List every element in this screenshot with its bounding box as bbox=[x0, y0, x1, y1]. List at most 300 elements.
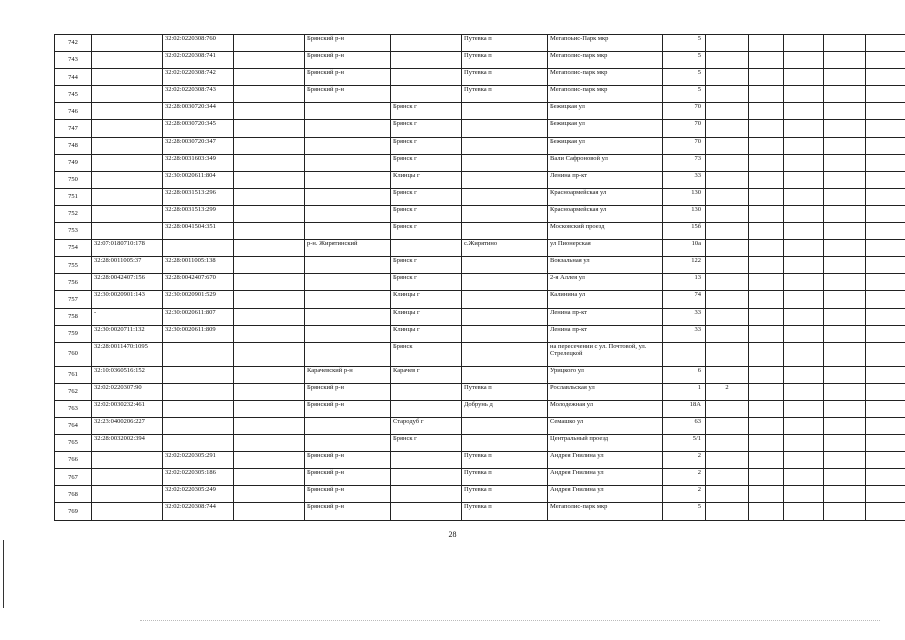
district-cell bbox=[305, 417, 391, 434]
house-number-cell: 70 bbox=[663, 120, 706, 137]
land-cadastral-number-cell bbox=[92, 188, 163, 205]
empty-cell bbox=[749, 383, 784, 400]
settlement-cell bbox=[462, 308, 548, 325]
empty-cell bbox=[824, 308, 866, 325]
settlement-cell: Путевка п bbox=[462, 69, 548, 86]
district-cell bbox=[305, 137, 391, 154]
building-number-cell bbox=[706, 86, 749, 103]
table-row bbox=[55, 137, 905, 154]
empty-cell bbox=[749, 188, 784, 205]
city-cell bbox=[391, 383, 462, 400]
building-cadastral-number-cell: 32:30:0020611:809 bbox=[163, 325, 234, 342]
empty-cell bbox=[784, 308, 824, 325]
land-cadastral-number-cell: 32:28:0032002:394 bbox=[92, 435, 163, 452]
empty-cell bbox=[784, 103, 824, 120]
empty-cell bbox=[866, 188, 905, 205]
city-cell: Брянск г bbox=[391, 137, 462, 154]
empty-cell bbox=[784, 205, 824, 222]
empty-cell bbox=[784, 435, 824, 452]
street-cell: Ленина пр-кт bbox=[548, 308, 663, 325]
house-number-cell: 33 bbox=[663, 171, 706, 188]
empty-cell bbox=[784, 366, 824, 383]
city-cell: Брянск г bbox=[391, 223, 462, 240]
empty-cell bbox=[749, 366, 784, 383]
empty-cell bbox=[234, 503, 305, 520]
table-row bbox=[55, 291, 905, 308]
table-row bbox=[55, 503, 905, 520]
table-row bbox=[55, 325, 905, 342]
empty-cell bbox=[824, 240, 866, 257]
city-cell bbox=[391, 86, 462, 103]
settlement-cell bbox=[462, 223, 548, 240]
empty-cell bbox=[824, 257, 866, 274]
building-number-cell bbox=[706, 452, 749, 469]
building-number-cell bbox=[706, 342, 749, 366]
district-cell bbox=[305, 308, 391, 325]
row-number-cell: 759 bbox=[55, 325, 92, 342]
city-cell: Брянск г bbox=[391, 257, 462, 274]
building-cadastral-number-cell bbox=[163, 435, 234, 452]
scan-edge-mark bbox=[3, 540, 4, 608]
district-cell bbox=[305, 257, 391, 274]
building-number-cell bbox=[706, 435, 749, 452]
empty-cell bbox=[784, 86, 824, 103]
scan-noise-line bbox=[140, 620, 880, 622]
land-cadastral-number-cell bbox=[92, 154, 163, 171]
table-row bbox=[55, 120, 905, 137]
building-number-cell bbox=[706, 503, 749, 520]
empty-cell bbox=[824, 69, 866, 86]
empty-cell bbox=[866, 103, 905, 120]
table-row bbox=[55, 400, 905, 417]
table-row bbox=[55, 417, 905, 434]
settlement-cell bbox=[462, 291, 548, 308]
house-number-cell: 6 bbox=[663, 366, 706, 383]
settlement-cell bbox=[462, 435, 548, 452]
street-cell: на пересечении с ул. Почтовой, ул. Стрелецкой bbox=[548, 342, 663, 366]
empty-cell bbox=[234, 205, 305, 222]
building-cadastral-number-cell: 32:30:0020611:804 bbox=[163, 171, 234, 188]
street-cell: Московский проезд bbox=[548, 223, 663, 240]
land-cadastral-number-cell: 32:28:0011005:37 bbox=[92, 257, 163, 274]
house-number-cell: 5 bbox=[663, 35, 706, 52]
empty-cell bbox=[749, 452, 784, 469]
table-row bbox=[55, 257, 905, 274]
settlement-cell bbox=[462, 257, 548, 274]
empty-cell bbox=[749, 291, 784, 308]
empty-cell bbox=[866, 366, 905, 383]
house-number-cell: 5 bbox=[663, 69, 706, 86]
street-cell: Андрея Гнилина ул bbox=[548, 452, 663, 469]
settlement-cell bbox=[462, 342, 548, 366]
street-cell: Красноармейская ул bbox=[548, 188, 663, 205]
building-cadastral-number-cell: 32:28:0011005:138 bbox=[163, 257, 234, 274]
table-body bbox=[55, 35, 905, 521]
city-cell: Брянск bbox=[391, 342, 462, 366]
empty-cell bbox=[866, 417, 905, 434]
row-number-cell: 747 bbox=[55, 120, 92, 137]
district-cell: Брянский р-н bbox=[305, 383, 391, 400]
building-cadastral-number-cell: 32:28:0030720:344 bbox=[163, 103, 234, 120]
empty-cell bbox=[749, 503, 784, 520]
empty-cell bbox=[234, 86, 305, 103]
building-number-cell bbox=[706, 469, 749, 486]
building-cadastral-number-cell bbox=[163, 400, 234, 417]
district-cell: Брянский р-н bbox=[305, 486, 391, 503]
row-number-cell: 763 bbox=[55, 400, 92, 417]
empty-cell bbox=[824, 435, 866, 452]
land-cadastral-number-cell: 32:02:0030232:461 bbox=[92, 400, 163, 417]
land-cadastral-number-cell bbox=[92, 35, 163, 52]
district-cell: Брянский р-н bbox=[305, 52, 391, 69]
building-number-cell bbox=[706, 69, 749, 86]
district-cell bbox=[305, 171, 391, 188]
empty-cell bbox=[824, 120, 866, 137]
empty-cell bbox=[234, 366, 305, 383]
street-cell: Андрея Гнилина ул bbox=[548, 469, 663, 486]
city-cell: Брянск г bbox=[391, 205, 462, 222]
empty-cell bbox=[866, 86, 905, 103]
district-cell: Брянский р-н bbox=[305, 69, 391, 86]
empty-cell bbox=[784, 325, 824, 342]
house-number-cell: 5 bbox=[663, 86, 706, 103]
district-cell bbox=[305, 223, 391, 240]
street-cell: Рославльская ул bbox=[548, 383, 663, 400]
empty-cell bbox=[749, 86, 784, 103]
city-cell bbox=[391, 469, 462, 486]
row-number-cell: 742 bbox=[55, 35, 92, 52]
table-row bbox=[55, 223, 905, 240]
empty-cell bbox=[234, 171, 305, 188]
empty-cell bbox=[824, 137, 866, 154]
land-cadastral-number-cell bbox=[92, 469, 163, 486]
street-cell: Мегаполис-парк мкр bbox=[548, 86, 663, 103]
empty-cell bbox=[784, 69, 824, 86]
empty-cell bbox=[824, 86, 866, 103]
building-cadastral-number-cell: 32:02:0220308:744 bbox=[163, 503, 234, 520]
empty-cell bbox=[784, 257, 824, 274]
empty-cell bbox=[749, 103, 784, 120]
empty-cell bbox=[866, 486, 905, 503]
city-cell bbox=[391, 35, 462, 52]
street-cell: Калинина ул bbox=[548, 291, 663, 308]
row-number-cell: 758 bbox=[55, 308, 92, 325]
city-cell: Брянск г bbox=[391, 120, 462, 137]
city-cell: Брянск г bbox=[391, 103, 462, 120]
empty-cell bbox=[749, 257, 784, 274]
empty-cell bbox=[784, 188, 824, 205]
empty-cell bbox=[749, 154, 784, 171]
settlement-cell bbox=[462, 205, 548, 222]
building-number-cell bbox=[706, 486, 749, 503]
empty-cell bbox=[824, 274, 866, 291]
street-cell: Ленина пр-кт bbox=[548, 325, 663, 342]
building-number-cell bbox=[706, 120, 749, 137]
empty-cell bbox=[866, 452, 905, 469]
city-cell bbox=[391, 52, 462, 69]
empty-cell bbox=[866, 469, 905, 486]
settlement-cell: Путевка п bbox=[462, 383, 548, 400]
building-cadastral-number-cell: 32:02:0220308:741 bbox=[163, 52, 234, 69]
city-cell: Брянск г bbox=[391, 274, 462, 291]
building-cadastral-number-cell: 32:30:0020611:807 bbox=[163, 308, 234, 325]
street-cell: Урицкого ул bbox=[548, 366, 663, 383]
row-number-cell: 767 bbox=[55, 469, 92, 486]
empty-cell bbox=[234, 223, 305, 240]
empty-cell bbox=[866, 274, 905, 291]
building-number-cell bbox=[706, 35, 749, 52]
empty-cell bbox=[784, 137, 824, 154]
land-cadastral-number-cell bbox=[92, 137, 163, 154]
settlement-cell: Путевка п bbox=[462, 469, 548, 486]
empty-cell bbox=[784, 452, 824, 469]
street-cell: Мегаполис-парк мкр bbox=[548, 52, 663, 69]
city-cell: Клинцы г bbox=[391, 308, 462, 325]
street-cell: Бежицкая ул bbox=[548, 137, 663, 154]
empty-cell bbox=[234, 400, 305, 417]
house-number-cell: 15б bbox=[663, 223, 706, 240]
house-number-cell bbox=[663, 342, 706, 366]
empty-cell bbox=[824, 503, 866, 520]
table-row bbox=[55, 452, 905, 469]
empty-cell bbox=[866, 308, 905, 325]
empty-cell bbox=[824, 154, 866, 171]
building-cadastral-number-cell bbox=[163, 366, 234, 383]
district-cell: Брянский р-н bbox=[305, 469, 391, 486]
land-cadastral-number-cell bbox=[92, 486, 163, 503]
settlement-cell: Путевка п bbox=[462, 52, 548, 69]
house-number-cell: 63 bbox=[663, 417, 706, 434]
building-number-cell bbox=[706, 103, 749, 120]
table-row bbox=[55, 35, 905, 52]
house-number-cell: 5 bbox=[663, 503, 706, 520]
building-number-cell bbox=[706, 308, 749, 325]
empty-cell bbox=[749, 274, 784, 291]
house-number-cell: 2 bbox=[663, 469, 706, 486]
empty-cell bbox=[824, 103, 866, 120]
empty-cell bbox=[749, 486, 784, 503]
empty-cell bbox=[824, 486, 866, 503]
settlement-cell bbox=[462, 188, 548, 205]
row-number-cell: 754 bbox=[55, 240, 92, 257]
building-number-cell bbox=[706, 274, 749, 291]
building-cadastral-number-cell: 32:02:0220305:291 bbox=[163, 452, 234, 469]
empty-cell bbox=[234, 274, 305, 291]
empty-cell bbox=[234, 240, 305, 257]
empty-cell bbox=[866, 291, 905, 308]
row-number-cell: 756 bbox=[55, 274, 92, 291]
street-cell: Центральный проезд bbox=[548, 435, 663, 452]
empty-cell bbox=[749, 171, 784, 188]
street-cell: Семашко ул bbox=[548, 417, 663, 434]
building-number-cell bbox=[706, 171, 749, 188]
district-cell: Брянский р-н bbox=[305, 35, 391, 52]
empty-cell bbox=[824, 291, 866, 308]
city-cell bbox=[391, 240, 462, 257]
street-cell: Ленина пр-кт bbox=[548, 171, 663, 188]
district-cell: Карачевский р-н bbox=[305, 366, 391, 383]
empty-cell bbox=[784, 417, 824, 434]
district-cell bbox=[305, 188, 391, 205]
empty-cell bbox=[824, 342, 866, 366]
empty-cell bbox=[784, 171, 824, 188]
district-cell bbox=[305, 435, 391, 452]
row-number-cell: 761 bbox=[55, 366, 92, 383]
empty-cell bbox=[824, 223, 866, 240]
settlement-cell bbox=[462, 325, 548, 342]
land-cadastral-number-cell bbox=[92, 86, 163, 103]
empty-cell bbox=[234, 435, 305, 452]
settlement-cell bbox=[462, 154, 548, 171]
empty-cell bbox=[234, 52, 305, 69]
empty-cell bbox=[784, 469, 824, 486]
property-register-table bbox=[54, 34, 905, 521]
empty-cell bbox=[784, 120, 824, 137]
empty-cell bbox=[749, 52, 784, 69]
land-cadastral-number-cell: 32:28:0042407:156 bbox=[92, 274, 163, 291]
table-row bbox=[55, 103, 905, 120]
empty-cell bbox=[749, 240, 784, 257]
table-row bbox=[55, 188, 905, 205]
house-number-cell: 13 bbox=[663, 274, 706, 291]
empty-cell bbox=[234, 308, 305, 325]
row-number-cell: 760 bbox=[55, 342, 92, 366]
land-cadastral-number-cell: 32:23:0400206:227 bbox=[92, 417, 163, 434]
house-number-cell: 10а bbox=[663, 240, 706, 257]
empty-cell bbox=[234, 452, 305, 469]
row-number-cell: 762 bbox=[55, 383, 92, 400]
city-cell bbox=[391, 400, 462, 417]
land-cadastral-number-cell bbox=[92, 69, 163, 86]
empty-cell bbox=[866, 137, 905, 154]
table-row bbox=[55, 52, 905, 69]
empty-cell bbox=[824, 366, 866, 383]
table-row bbox=[55, 274, 905, 291]
house-number-cell: 130 bbox=[663, 188, 706, 205]
table-row bbox=[55, 205, 905, 222]
building-cadastral-number-cell bbox=[163, 342, 234, 366]
empty-cell bbox=[234, 325, 305, 342]
district-cell bbox=[305, 342, 391, 366]
street-cell: Мегапоьис-Парк мкр bbox=[548, 35, 663, 52]
land-cadastral-number-cell bbox=[92, 103, 163, 120]
house-number-cell: 70 bbox=[663, 103, 706, 120]
row-number-cell: 750 bbox=[55, 171, 92, 188]
land-cadastral-number-cell: 32:07:0180710:178 bbox=[92, 240, 163, 257]
building-number-cell bbox=[706, 137, 749, 154]
district-cell: Брянский р-н bbox=[305, 400, 391, 417]
land-cadastral-number-cell: 32:30:0020901:143 bbox=[92, 291, 163, 308]
empty-cell bbox=[866, 342, 905, 366]
land-cadastral-number-cell: 32:28:0011470:1095 bbox=[92, 342, 163, 366]
empty-cell bbox=[234, 35, 305, 52]
city-cell: Клинцы г bbox=[391, 171, 462, 188]
empty-cell bbox=[784, 52, 824, 69]
house-number-cell: 2 bbox=[663, 486, 706, 503]
land-cadastral-number-cell: 32:30:0020711:132 bbox=[92, 325, 163, 342]
house-number-cell: 18А bbox=[663, 400, 706, 417]
building-number-cell bbox=[706, 223, 749, 240]
table-row bbox=[55, 240, 905, 257]
building-number-cell bbox=[706, 366, 749, 383]
settlement-cell bbox=[462, 274, 548, 291]
empty-cell bbox=[824, 417, 866, 434]
row-number-cell: 743 bbox=[55, 52, 92, 69]
table-row bbox=[55, 154, 905, 171]
table-row bbox=[55, 171, 905, 188]
land-cadastral-number-cell bbox=[92, 52, 163, 69]
street-cell: ул Пионерская bbox=[548, 240, 663, 257]
empty-cell bbox=[749, 435, 784, 452]
empty-cell bbox=[234, 154, 305, 171]
street-cell: Мегаполис-парк мкр bbox=[548, 503, 663, 520]
empty-cell bbox=[824, 188, 866, 205]
row-number-cell: 755 bbox=[55, 257, 92, 274]
row-number-cell: 768 bbox=[55, 486, 92, 503]
empty-cell bbox=[866, 435, 905, 452]
building-number-cell: 2 bbox=[706, 383, 749, 400]
table-row bbox=[55, 486, 905, 503]
row-number-cell: 757 bbox=[55, 291, 92, 308]
row-number-cell: 764 bbox=[55, 417, 92, 434]
district-cell bbox=[305, 291, 391, 308]
row-number-cell: 752 bbox=[55, 205, 92, 222]
building-cadastral-number-cell bbox=[163, 417, 234, 434]
settlement-cell: Путевка п bbox=[462, 452, 548, 469]
table-row bbox=[55, 469, 905, 486]
row-number-cell: 765 bbox=[55, 435, 92, 452]
empty-cell bbox=[234, 257, 305, 274]
empty-cell bbox=[824, 325, 866, 342]
building-cadastral-number-cell: 32:28:0042407:670 bbox=[163, 274, 234, 291]
empty-cell bbox=[234, 69, 305, 86]
settlement-cell: Путевка п bbox=[462, 486, 548, 503]
empty-cell bbox=[866, 240, 905, 257]
empty-cell bbox=[749, 469, 784, 486]
building-number-cell bbox=[706, 205, 749, 222]
empty-cell bbox=[234, 342, 305, 366]
street-cell: Вокзальная ул bbox=[548, 257, 663, 274]
building-cadastral-number-cell: 32:28:0041504:351 bbox=[163, 223, 234, 240]
empty-cell bbox=[866, 325, 905, 342]
city-cell: Брянск г bbox=[391, 188, 462, 205]
empty-cell bbox=[784, 291, 824, 308]
settlement-cell bbox=[462, 417, 548, 434]
house-number-cell: 70 bbox=[663, 137, 706, 154]
city-cell: Брянск г bbox=[391, 435, 462, 452]
city-cell bbox=[391, 452, 462, 469]
land-cadastral-number-cell: 32:10:0360516:152 bbox=[92, 366, 163, 383]
row-number-cell: 744 bbox=[55, 69, 92, 86]
street-cell: Красноармейская ул bbox=[548, 205, 663, 222]
empty-cell bbox=[866, 503, 905, 520]
city-cell: Стародуб г bbox=[391, 417, 462, 434]
house-number-cell: 122 bbox=[663, 257, 706, 274]
empty-cell bbox=[234, 469, 305, 486]
street-cell: Бежицкая ул bbox=[548, 103, 663, 120]
settlement-cell: Путевка п bbox=[462, 86, 548, 103]
district-cell bbox=[305, 103, 391, 120]
city-cell bbox=[391, 69, 462, 86]
empty-cell bbox=[824, 205, 866, 222]
empty-cell bbox=[866, 120, 905, 137]
row-number-cell: 745 bbox=[55, 86, 92, 103]
building-cadastral-number-cell bbox=[163, 383, 234, 400]
city-cell: Брянск г bbox=[391, 154, 462, 171]
house-number-cell: 33 bbox=[663, 325, 706, 342]
building-number-cell bbox=[706, 257, 749, 274]
empty-cell bbox=[749, 342, 784, 366]
